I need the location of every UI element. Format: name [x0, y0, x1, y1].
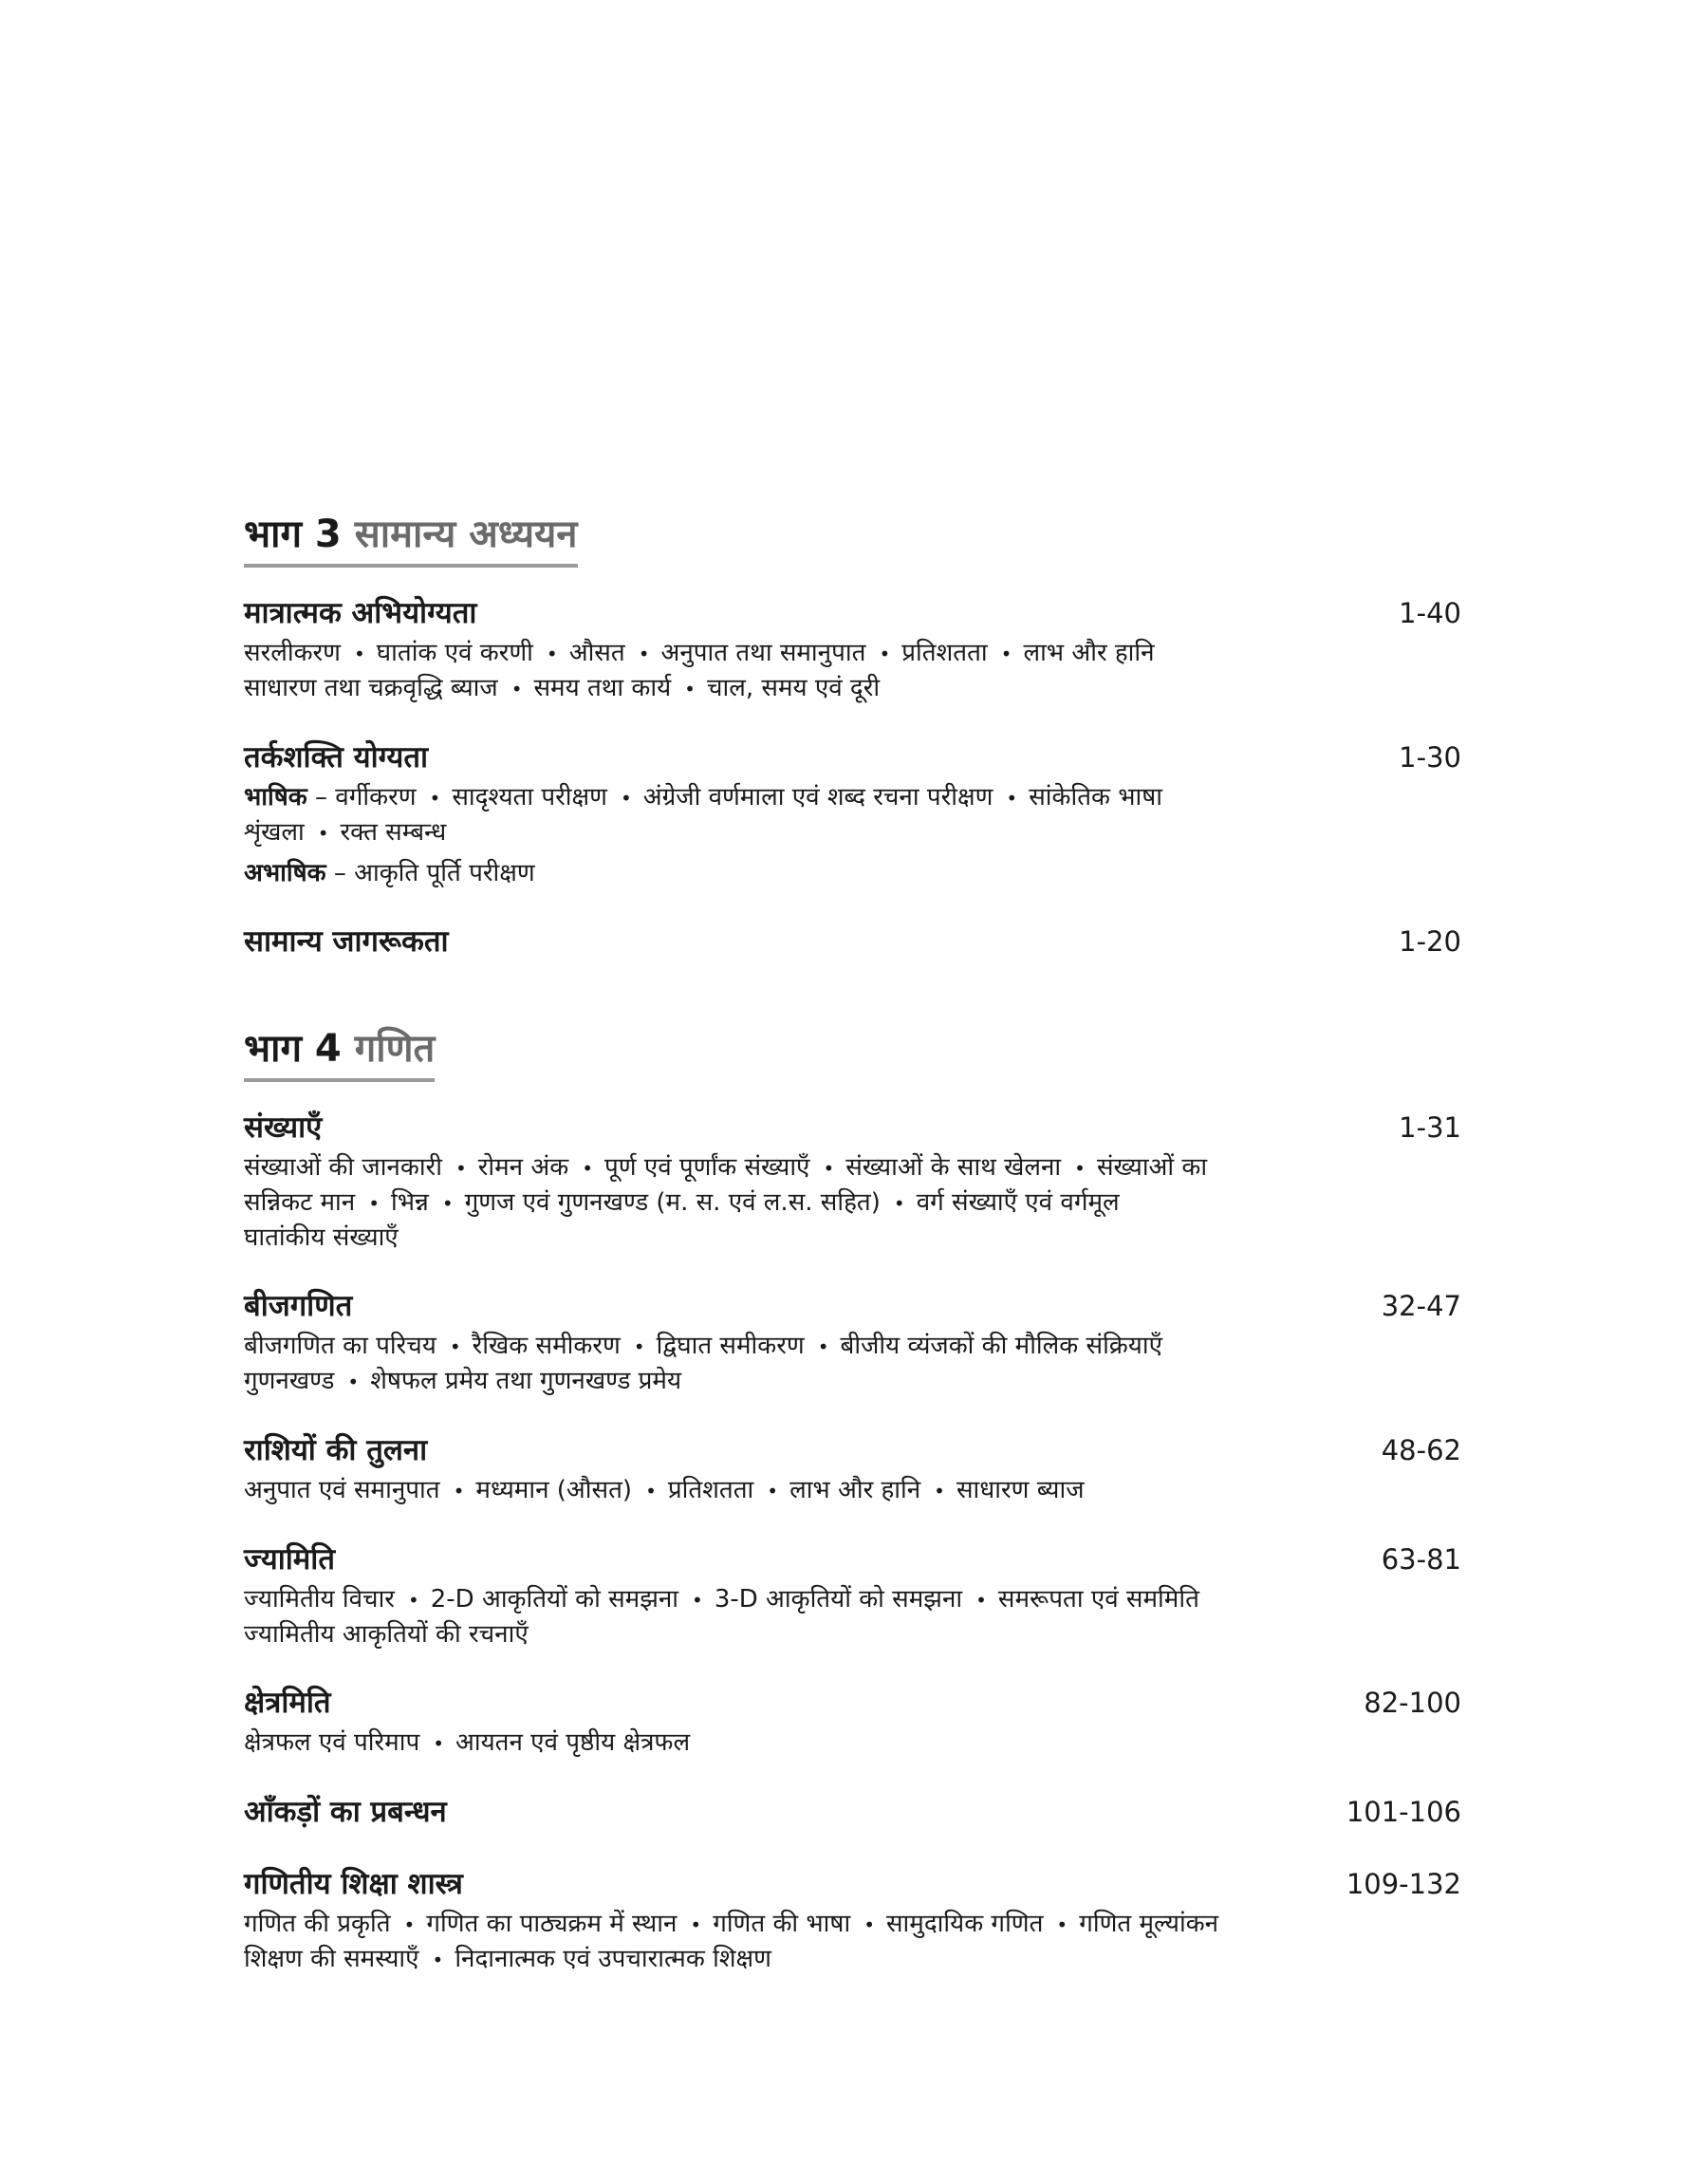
topic-line: [244, 780, 1288, 815]
bullet-icon: •: [975, 1589, 987, 1612]
topic: आकृति पूर्ति परीक्षण: [354, 859, 535, 887]
section-title: ज्यामिति: [244, 1542, 336, 1577]
subsection-label: अभाषिक: [244, 859, 326, 887]
bullet-icon: •: [455, 1157, 467, 1180]
section-title: राशियों की तुलना: [244, 1433, 428, 1467]
bullet-icon: •: [407, 1589, 419, 1612]
section-algebra: [244, 1285, 1461, 1399]
bullet-icon: •: [441, 1192, 454, 1215]
topic: लाभ और हानि: [1023, 639, 1155, 667]
part-3: [244, 513, 1461, 962]
part-title: [244, 1027, 435, 1082]
topic-line: [244, 1582, 1288, 1617]
section-pages: 1-40: [1399, 597, 1461, 629]
topic: गणित की प्रकृति: [244, 1910, 391, 1938]
bullet-icon: •: [1000, 643, 1012, 665]
topic: समय तथा कार्य: [533, 674, 672, 702]
topic-line: [244, 636, 1288, 671]
bullet-icon: •: [620, 787, 632, 810]
bullet-icon: •: [863, 1913, 875, 1936]
bullet-icon: •: [429, 787, 441, 810]
bullet-icon: •: [353, 643, 365, 665]
topic: अनुपात एवं समानुपात: [244, 1476, 440, 1504]
topic-line: [244, 1364, 1288, 1399]
part-prefix: भाग 4: [244, 1027, 342, 1071]
section-title: सामान्य जागरूकता: [244, 924, 449, 959]
topic-line: [244, 1942, 1288, 1977]
topic-line: [244, 1907, 1288, 1942]
topic: गणित का पाठ्यक्रम में स्थान: [426, 1910, 678, 1938]
subsection-label: भाषिक: [244, 783, 307, 812]
section-title: क्षेत्रमिति: [244, 1686, 331, 1720]
part-title: [244, 513, 578, 568]
contents-page: [244, 513, 1461, 2009]
bullet-icon: •: [767, 1480, 779, 1502]
topic-line: [244, 1473, 1288, 1508]
topic-line: [244, 1726, 1288, 1761]
topic: गुणनखण्ड: [244, 1367, 335, 1395]
section-title: मात्रात्मक अभियोग्यता: [244, 596, 477, 630]
topic: वर्गीकरण: [335, 783, 417, 812]
bullet-icon: •: [633, 1335, 645, 1358]
topic: आयतन एवं पृष्ठीय क्षेत्रफल: [455, 1728, 691, 1757]
topic-line: [244, 1617, 1288, 1651]
part-name: सामान्य अध्ययन: [354, 513, 578, 556]
section-numbers: [244, 1107, 1461, 1255]
bullet-icon: •: [453, 1480, 465, 1502]
topic: प्रतिशतता: [901, 639, 988, 667]
bullet-icon: •: [347, 1371, 360, 1393]
bullet-icon: •: [692, 1589, 703, 1612]
topic: शेषफल प्रमेय तथा गुणनखण्ड प्रमेय: [370, 1367, 682, 1395]
topic: रोमन अंक: [477, 1153, 569, 1182]
topic: सामुदायिक गणित: [885, 1910, 1044, 1938]
section-pages: 32-47: [1381, 1290, 1461, 1322]
section-pages: 101-106: [1346, 1796, 1461, 1828]
bullet-icon: •: [1056, 1913, 1068, 1936]
topic: द्विघात समीकरण: [656, 1332, 805, 1360]
topic: वर्ग संख्याएँ एवं वर्गमूल: [916, 1188, 1120, 1217]
topic: साधारण तथा चक्रवृद्धि ब्याज: [244, 674, 498, 702]
bullet-icon: •: [1074, 1157, 1086, 1180]
bullet-icon: •: [1006, 787, 1018, 810]
bullet-icon: •: [934, 1480, 945, 1502]
topic: मध्यमान (औसत): [475, 1476, 633, 1504]
section-pages: 48-62: [1381, 1434, 1461, 1466]
bullet-icon: •: [433, 1732, 445, 1755]
dash: –: [315, 783, 328, 812]
section-title: गणितीय शिक्षा शास्त्र: [244, 1867, 463, 1901]
section-title: संख्याएँ: [244, 1110, 323, 1145]
section-reasoning: [244, 737, 1461, 890]
topic-line: [244, 815, 1288, 850]
part-4: [244, 1027, 1461, 1977]
bullet-icon: •: [511, 678, 523, 700]
topic: रक्त सम्बन्ध: [340, 818, 447, 847]
topic: सन्निकट मान: [244, 1188, 356, 1217]
topic: समरूपता एवं सममिति: [997, 1585, 1199, 1614]
topic: संख्याओं की जानकारी: [244, 1153, 442, 1182]
dash: –: [333, 859, 346, 887]
bullet-icon: •: [582, 1157, 593, 1180]
topic: घातांकीय संख्याएँ: [244, 1223, 399, 1252]
topic: भिन्न: [390, 1188, 429, 1217]
section-pages: 109-132: [1346, 1868, 1461, 1900]
bullet-icon: •: [690, 1913, 702, 1936]
part-prefix: भाग 3: [244, 513, 342, 556]
bullet-icon: •: [546, 643, 558, 665]
topic: ज्यामितीय विचार: [244, 1585, 395, 1614]
bullet-icon: •: [645, 1480, 657, 1502]
section-pages: 63-81: [1381, 1543, 1461, 1576]
topic: निदानात्मक एवं उपचारात्मक शिक्षण: [455, 1945, 771, 1973]
bullet-icon: •: [403, 1913, 416, 1936]
topic-line: [244, 1185, 1288, 1221]
topic: लाभ और हानि: [789, 1476, 921, 1504]
topic-line: [244, 1329, 1288, 1364]
topic-line: [244, 856, 1288, 890]
section-pages: 82-100: [1364, 1687, 1461, 1719]
section-math-pedagogy: [244, 1863, 1461, 1977]
bullet-icon: •: [817, 1335, 829, 1358]
topic: गणित की भाषा: [713, 1910, 851, 1938]
topic: अनुपात तथा समानुपात: [660, 639, 866, 667]
topic-line: [244, 671, 1288, 706]
section-geometry: [244, 1539, 1461, 1651]
topic: रैखिक समीकरण: [472, 1332, 621, 1360]
topic: गुणज एवं गुणनखण्ड (म. स. एवं ल.स. सहित): [464, 1188, 881, 1217]
topic: 2-D आकृतियों को समझना: [430, 1585, 679, 1614]
topic: बीजीय व्यंजकों की मौलिक संक्रियाएँ: [840, 1332, 1162, 1360]
topic: प्रतिशतता: [667, 1476, 754, 1504]
topic: संख्याओं के साथ खेलना: [845, 1153, 1062, 1182]
section-quantitative-aptitude: [244, 592, 1461, 706]
section-title: आँकड़ों का प्रबन्धन: [244, 1795, 447, 1829]
section-title: तर्कशक्ति योग्यता: [244, 740, 429, 774]
section-pages: 1-20: [1399, 925, 1461, 958]
bullet-icon: •: [317, 822, 329, 845]
bullet-icon: •: [684, 678, 696, 700]
topic: सरलीकरण: [244, 639, 341, 667]
topic: चाल, समय एवं दूरी: [706, 674, 881, 702]
section-mensuration: [244, 1682, 1461, 1761]
topic: साधारण ब्याज: [956, 1476, 1085, 1504]
topic: घातांक एवं करणी: [376, 639, 533, 667]
bullet-icon: •: [879, 643, 891, 665]
section-general-awareness: [244, 921, 1461, 962]
topic: अंग्रेजी वर्णमाला एवं शब्द रचना परीक्षण: [642, 783, 993, 812]
topic: बीजगणित का परिचय: [244, 1332, 436, 1360]
section-pages: 1-30: [1399, 741, 1461, 774]
section-pages: 1-31: [1399, 1111, 1461, 1144]
topic: पूर्ण एवं पूर्णांक संख्याएँ: [603, 1153, 810, 1182]
section-data-handling: [244, 1791, 1461, 1833]
part-name: गणित: [354, 1027, 436, 1071]
topic-line: [244, 1221, 1288, 1255]
topic-line: [244, 1150, 1288, 1185]
topic: क्षेत्रफल एवं परिमाप: [244, 1728, 420, 1757]
topic: ज्यामितीय आकृतियों की रचनाएँ: [244, 1620, 529, 1649]
bullet-icon: •: [432, 1949, 444, 1971]
topic: सादृश्यता परीक्षण: [452, 783, 607, 812]
section-title: बीजगणित: [244, 1289, 353, 1323]
topic: शिक्षण की समस्याएँ: [244, 1945, 419, 1973]
topic: 3-D आकृतियों को समझना: [714, 1585, 963, 1614]
bullet-icon: •: [638, 643, 650, 665]
bullet-icon: •: [823, 1157, 835, 1180]
bullet-icon: •: [368, 1192, 380, 1215]
bullet-icon: •: [449, 1335, 461, 1358]
section-comparing-quantities: [244, 1429, 1461, 1508]
topic: गणित मूल्यांकन: [1079, 1910, 1219, 1938]
bullet-icon: •: [893, 1192, 905, 1215]
topic: शृंखला: [244, 818, 305, 847]
topic: सांकेतिक भाषा: [1029, 783, 1163, 812]
topic: संख्याओं का: [1096, 1153, 1208, 1182]
topic: औसत: [568, 639, 625, 667]
